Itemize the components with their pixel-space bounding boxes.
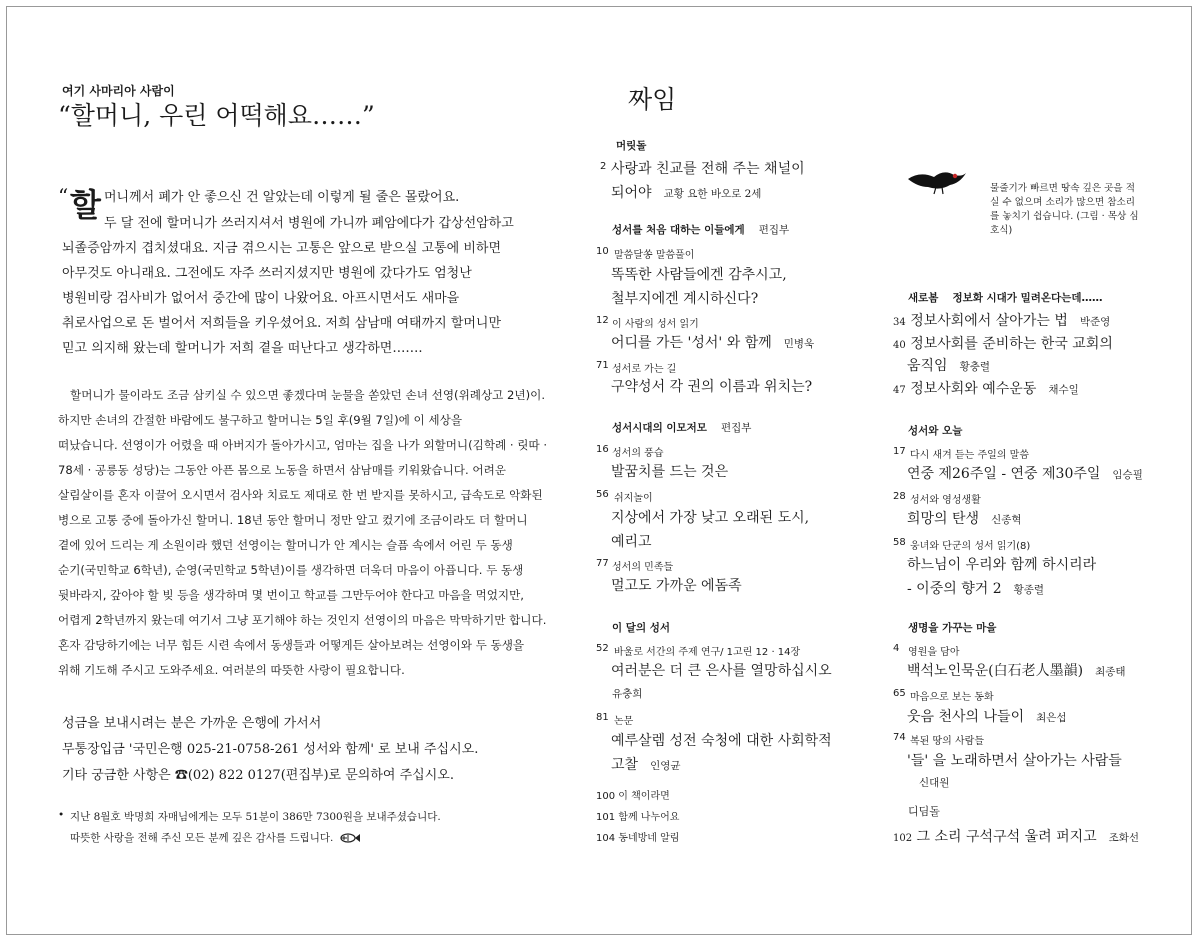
toc-entry-title-text: 정보사회를 준비하는 한국 교회의 xyxy=(910,336,1113,352)
toc-entry-title[interactable] xyxy=(893,378,1079,398)
toc-entry-title[interactable]: '들' 을 노래하면서 살아가는 사람들 xyxy=(907,753,1122,769)
toc-subhead: 다시 새겨 듣는 주일의 말씀 xyxy=(910,450,1029,461)
toc-subhead: 복된 땅의 사람들 xyxy=(910,736,984,747)
toc-entry-title-text: 움직임 xyxy=(907,358,948,374)
toc-page-num: 2 xyxy=(600,161,607,172)
para2-line: 할머니가 물이라도 조금 삼키실 수 있으면 좋겠다며 눈물을 쏟았던 손녀 선영(위례상고 2년)이. xyxy=(70,388,546,402)
footnote-line xyxy=(70,830,361,845)
toc-entry-title[interactable] xyxy=(611,754,681,774)
toc-author: 신대원 xyxy=(919,777,950,789)
dropcap: 할 xyxy=(70,186,101,224)
toc-page-num: 12 xyxy=(596,315,609,326)
footnote-text: 따뜻한 사랑을 전해 주신 모든 분께 깊은 감사를 드립니다. xyxy=(70,832,334,844)
toc-entry-title[interactable] xyxy=(907,508,1022,528)
toc-section: 이 달의 성서 xyxy=(612,622,671,634)
toc-author: 신종혁 xyxy=(991,514,1022,526)
toc-subhead: 논문 xyxy=(614,716,634,727)
toc-entry-title[interactable] xyxy=(907,578,1044,598)
toc-page-num: 28 xyxy=(893,491,906,502)
toc-subhead: 바울로 서간의 주제 연구/ 1고린 12 · 14장 xyxy=(614,647,801,658)
toc-section-title: 성서시대의 이모저모 xyxy=(612,422,707,434)
toc-subhead: 영원을 담아 xyxy=(908,647,960,658)
donation-line: 무통장입금 '국민은행 025-21-0758-261 성서와 함께' 로 보내 주십시오. xyxy=(62,742,479,757)
toc-section: 디딤돌 xyxy=(908,805,940,818)
toc-simple-entry[interactable] xyxy=(596,808,679,823)
para2-line: 병으로 고통 중에 돌아가신 할머니. 18년 동안 할머니 정만 알고 컸기에 조금이라도 더 할머니 xyxy=(58,513,528,527)
toc-entry-title[interactable] xyxy=(611,182,761,202)
toc-page-num: 52 xyxy=(596,643,609,654)
para1-line: 두 달 전에 할머니가 쓰러지셔서 병원에 가니까 폐암에다가 갑상선암하고 xyxy=(104,216,514,231)
para2-line: 순기(국민학교 6학년), 순영(국민학교 5학년)이를 생각하면 더욱더 마음이 아픕니다. 두 동생 xyxy=(58,563,524,577)
para2-line: 어렵게 2학년까지 왔는데 여기서 그냥 포기해야 하는 것인지 선영이의 마음은 막막하기만 합니다. xyxy=(58,613,547,627)
fish-icon xyxy=(339,833,361,843)
toc-subhead: 성서의 민족들 xyxy=(612,562,674,573)
toc-page-num: 102 xyxy=(893,833,913,844)
toc-entry-title[interactable]: 사랑과 친교를 전해 주는 채널이 xyxy=(611,161,805,177)
toc-entry-title[interactable] xyxy=(893,333,1113,353)
para1-line: 아무것도 아니래요. 그전에도 자주 쓰러지셨지만 병원에 갔다가도 엄청난 xyxy=(62,266,472,281)
toc-entry-title-text: 이 책이라면 xyxy=(618,791,670,802)
toc-page-num: 56 xyxy=(596,489,609,500)
toc-entry-title[interactable] xyxy=(907,355,990,375)
toc-entry-title[interactable] xyxy=(907,660,1126,680)
donation-line: 기타 궁금한 사항은 ☎(02) 822 0127(편집부)로 문의하여 주십시오. xyxy=(62,768,454,783)
toc-page-num: 34 xyxy=(893,317,906,328)
toc-author: 임승필 xyxy=(1112,469,1143,481)
toc-section: 생명을 가꾸는 마을 xyxy=(908,622,997,634)
toc-author: 황충렬 xyxy=(959,361,991,373)
toc-entry-title[interactable]: 똑똑한 사람들에겐 감추시고, xyxy=(611,267,787,283)
para2-line: 위해 기도해 주시고 도와주세요. 여러분의 따뜻한 사랑이 필요합니다. xyxy=(58,663,405,677)
toc-entry-title-text: 되어야 xyxy=(611,185,652,201)
toc-entry-title-text: 어디를 가든 '성서' 와 함께 xyxy=(611,335,772,351)
toc-subhead: 이 사람의 성서 읽기 xyxy=(612,319,699,330)
toc-author: 최종태 xyxy=(1095,666,1126,678)
toc-section-editor: 편집부 xyxy=(758,224,790,236)
toc-page-num: 104 xyxy=(596,833,616,844)
toc-section: 머릿돌 xyxy=(616,140,647,152)
opening-quote: “ xyxy=(58,184,69,208)
toc-entry-title[interactable] xyxy=(907,706,1067,726)
article-kicker: 여기 사마리아 사람이 xyxy=(62,84,175,98)
toc-author: 유충희 xyxy=(612,688,643,700)
toc-author: 민병욱 xyxy=(783,338,815,350)
toc-author: 교황 요한 바오로 2세 xyxy=(663,188,762,200)
toc-section-title: 성서를 처음 대하는 이들에게 xyxy=(612,224,745,236)
toc-author: 박준영 xyxy=(1079,316,1111,328)
toc-entry-title[interactable]: 예리고 xyxy=(611,534,652,550)
toc-entry-title[interactable]: 여러분은 더 큰 은사를 열망하십시오 xyxy=(611,663,832,679)
toc-entry-title[interactable]: 구약성서 각 권의 이름과 위치는? xyxy=(611,379,813,395)
toc-section-title: 새로봄 xyxy=(908,292,939,304)
para1-line: 뇌졸증암까지 겹치셨대요. 지금 겪으시는 고통은 앞으로 받으실 고통에 비하면 xyxy=(62,241,502,256)
toc-author: 조화선 xyxy=(1108,832,1140,844)
illustration-caption: 물줄기가 빠르면 땅속 깊은 곳을 적실 수 없으며 소리가 많으면 참소리를 놓치기 쉽습니다. (그림 · 목상 심호식) xyxy=(990,183,1139,236)
bird-illustration xyxy=(906,165,968,195)
toc-entry-title-text: 동네방네 알림 xyxy=(618,833,680,844)
toc-page-num: 74 xyxy=(893,732,906,743)
toc-section xyxy=(612,222,789,237)
toc-entry-title-text: 정보사회에서 살아가는 법 xyxy=(910,313,1068,329)
toc-page-num: 81 xyxy=(596,712,609,723)
toc-entry-title-text: 웃음 천사의 나들이 xyxy=(907,709,1025,725)
toc-simple-entry[interactable] xyxy=(596,787,670,802)
para1-line: 취로사업으로 돈 벌어서 저희들을 키우셨어요. 저희 삼남매 여태까지 할머니만 xyxy=(62,316,502,331)
toc-page-num: 16 xyxy=(596,444,609,455)
toc-entry-title[interactable] xyxy=(611,332,814,352)
para1-line: 믿고 의지해 왔는데 할머니가 저희 곁을 떠난다고 생각하면……. xyxy=(62,341,423,356)
toc-entry-title-text: 연중 제26주일 - 연중 제30주일 xyxy=(907,466,1101,482)
toc-section-editor: 정보화 시대가 밀려온다는데…… xyxy=(952,292,1103,304)
para2-line: 떠났습니다. 선영이가 어렸을 때 아버지가 돌아가시고, 엄마는 집을 나가 외할머니(김학례 · 릿따 · xyxy=(58,438,548,452)
donation-line: 성금을 보내시려는 분은 가까운 은행에 가서서 xyxy=(62,716,322,731)
toc-page-num: 10 xyxy=(596,246,609,257)
article-headline: “할머니, 우린 어떡해요……” xyxy=(58,101,375,130)
toc-page-num: 4 xyxy=(893,643,900,654)
toc-entry-title-text: 희망의 탄생 xyxy=(907,511,980,527)
toc-page-num: 71 xyxy=(596,360,609,371)
toc-subhead: 성서의 풍습 xyxy=(612,448,664,459)
toc-page-num: 77 xyxy=(596,558,609,569)
para2-line: 뒷바라지, 갚아야 할 빚 등을 생각하며 몇 번이고 학교를 그만두어야 한다고 마음을 먹었지만, xyxy=(58,588,524,602)
toc-section xyxy=(908,290,1102,305)
para2-line: 하지만 손녀의 간절한 바람에도 불구하고 할머니는 5일 후(9월 7일)에 이 세상을 xyxy=(58,413,463,427)
para1-line: 머니께서 폐가 안 좋으신 건 알았는데 이렇게 될 줄은 몰랐어요. xyxy=(104,190,460,205)
toc-page-num: 101 xyxy=(596,812,616,823)
toc-subhead: 쉬지놀이 xyxy=(614,493,653,504)
toc-page-num: 58 xyxy=(893,537,906,548)
toc-page-num: 40 xyxy=(893,340,906,351)
toc-subhead: 마음으로 보는 동화 xyxy=(910,692,994,703)
toc-simple-entry[interactable] xyxy=(596,829,679,844)
para2-line: 살림살이를 혼자 이끌어 오시면서 검사와 치료도 제대로 한 번 받지를 못하시고, 급속도로 악화된 xyxy=(58,488,543,502)
toc-page-num: 65 xyxy=(893,688,906,699)
toc-entry-title[interactable]: 예루살렘 성전 숙청에 대한 사회학적 xyxy=(611,733,832,749)
toc-entry-title[interactable]: 발꿈치를 드는 것은 xyxy=(611,464,729,480)
footnote-line: 지난 8월호 박명희 자매님에게는 모두 51분이 386만 7300원을 보내주셨습니다. xyxy=(70,811,441,823)
toc-entry-title-text: 함께 나누어요 xyxy=(618,812,680,823)
toc-author: 채수일 xyxy=(1048,384,1079,396)
toc-entry-title[interactable]: 멀고도 가까운 에돔족 xyxy=(611,578,742,594)
toc-page-num: 100 xyxy=(596,791,616,802)
toc-page-num: 17 xyxy=(893,446,906,457)
toc-entry-title-text: 고찰 xyxy=(611,757,639,773)
toc-entry-title[interactable] xyxy=(893,826,1139,846)
toc-subhead: 말씀달쏭 말씀풀이 xyxy=(614,250,695,261)
toc-entry-title-text: 백석노인묵운(白石老人墨韻) xyxy=(907,663,1084,679)
toc-author: 인영균 xyxy=(650,760,681,772)
para2-line: 곁에 있어 드리는 게 소원이라 했던 선영이는 할머니가 안 계시는 슬픔 속에서 어린 두 동생 xyxy=(58,538,513,552)
toc-entry-title[interactable] xyxy=(893,310,1110,330)
toc-page-num: 47 xyxy=(893,385,906,396)
toc-entry-title[interactable]: 하느님이 우리와 함께 하시리라 xyxy=(907,557,1097,573)
toc-entry-title[interactable]: 지상에서 가장 낮고 오래된 도시, xyxy=(611,510,810,526)
toc-subhead: 웅녀와 단군의 성서 읽기(8) xyxy=(910,541,1031,552)
toc-subhead: 성서와 영성생활 xyxy=(910,495,981,506)
para1-line: 병원비랑 검사비가 없어서 중간에 많이 나왔어요. 아프시면서도 새마을 xyxy=(62,291,460,306)
toc-entry-title[interactable] xyxy=(907,463,1143,483)
toc-entry-title-text: - 이중의 향거 2 xyxy=(907,581,1002,597)
para2-line: 78세 · 공릉동 성당)는 그동안 아픈 몸으로 노동을 하면서 삼남매를 키워왔습니다. 어려운 xyxy=(58,463,506,477)
toc-section xyxy=(612,420,751,435)
toc-entry-title-text: 정보사회와 예수운동 xyxy=(910,381,1037,397)
toc-author: 최은섭 xyxy=(1036,712,1067,724)
toc-title: 짜임 xyxy=(628,85,677,114)
toc-subhead: 성서로 가는 길 xyxy=(612,364,677,375)
toc-section: 성서와 오늘 xyxy=(908,425,963,437)
toc-author: 황종렬 xyxy=(1013,584,1045,596)
toc-entry-title-text: 그 소리 구석구석 울려 퍼지고 xyxy=(916,829,1097,845)
toc-entry-title[interactable]: 철부지에겐 계시하신다? xyxy=(611,291,759,307)
para2-line: 혼자 감당하기에는 너무 힘든 시련 속에서 동생들과 어떻게든 살아보려는 선영이와 두 동생을 xyxy=(58,638,525,652)
toc-section-editor: 편집부 xyxy=(720,422,752,434)
footnote-star: • xyxy=(58,809,65,821)
